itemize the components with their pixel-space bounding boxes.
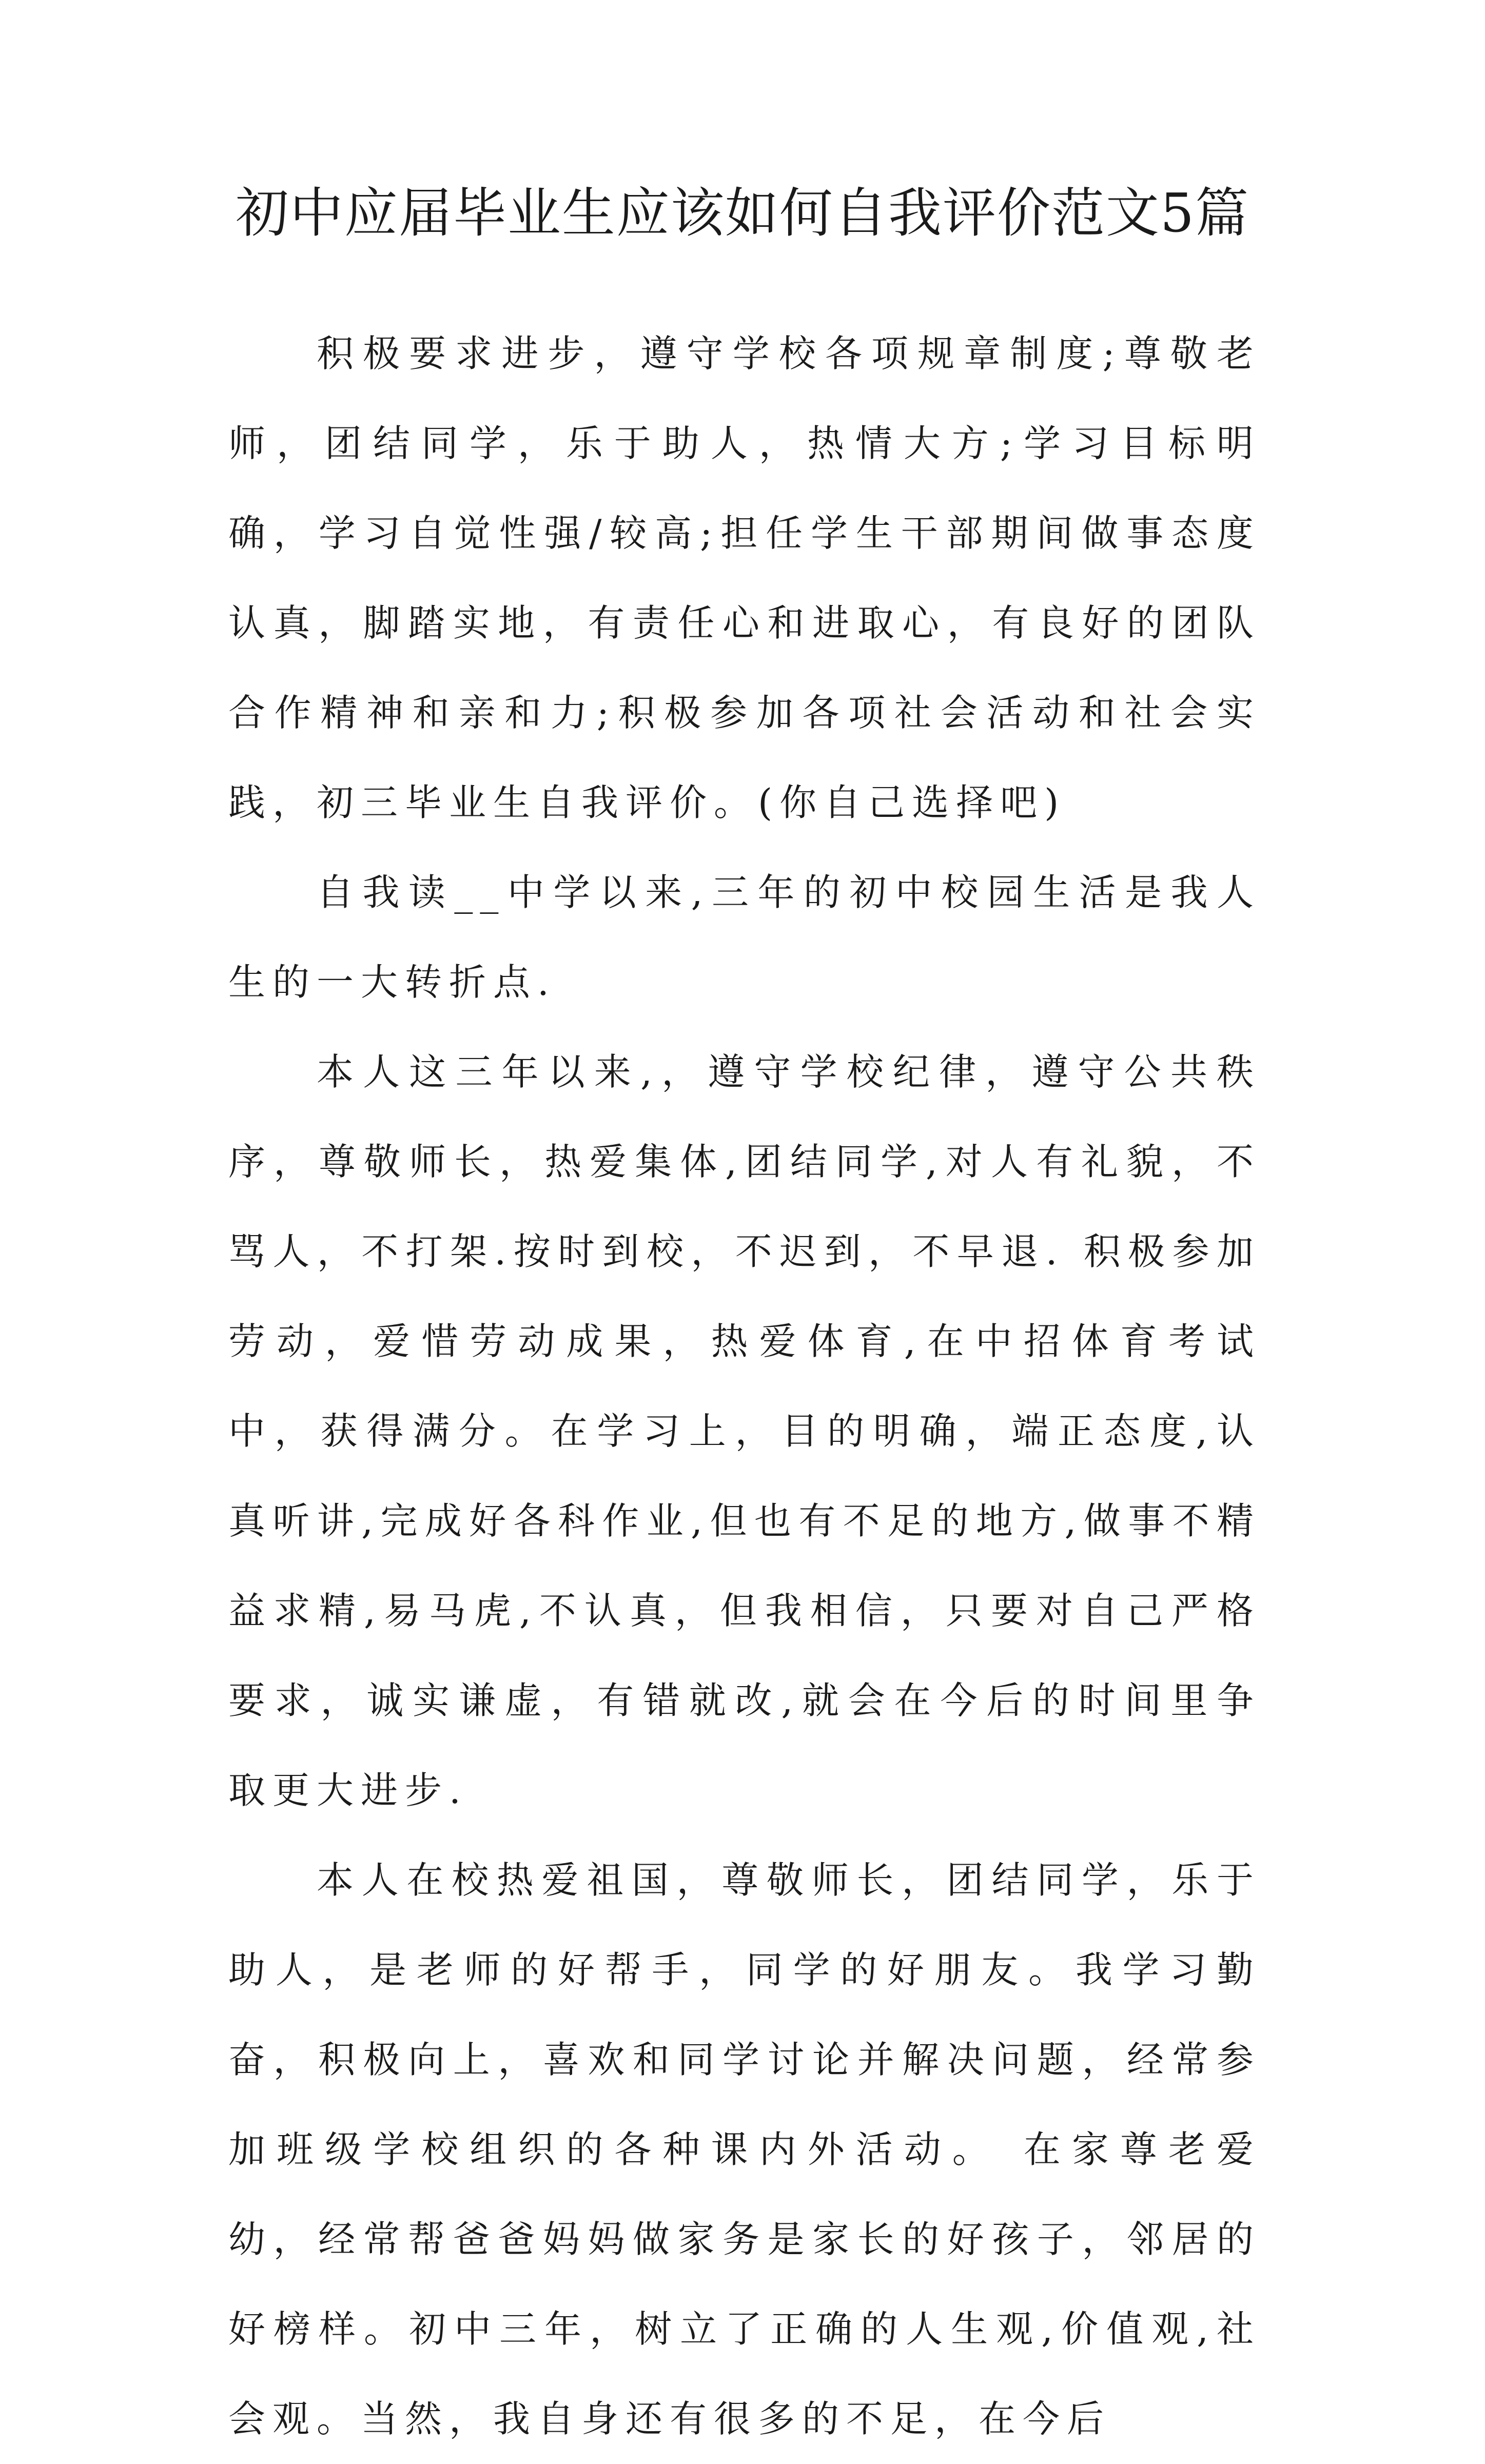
document-title: 初中应届毕业生应该如何自我评价范文5篇 [235,182,1250,244]
paragraph-4: 本人在校热爱祖国，尊敬师长，团结同学，乐于助人，是老师的好帮手，同学的好朋友。我学习勤奋，积极向上，喜欢和同学讨论并解决问题，经常参加班级学校组织的各种课内外活动。 在家尊老爱幼，经常帮爸爸妈妈做家务是家长的好孩子，邻居的好榜样。初中三年，树立了正确的人生观,价值观,社会观。当然，我自身还有很多的不足，在今后 [228,1859,1261,2440]
paragraph-1: 积极要求进步，遵守学校各项规章制度;尊敬老师，团结同学，乐于助人，热情大方;学习目标明确，学习自觉性强/较高;担任学生干部期间做事态度认真，脚踏实地，有责任心和进取心，有良好的团队合作精神和亲和力;积极参加各项社会活动和社会实践，初三毕业生自我评价。(你自己选择吧) [228,332,1261,824]
paragraph-2: 自我读__中学以来,三年的初中校园生活是我人生的一大转折点. [228,871,1261,1004]
paragraph-3: 本人这三年以来,，遵守学校纪律，遵守公共秩序，尊敬师长，热爱集体,团结同学,对人有礼貌，不骂人，不打架.按时到校，不迟到，不早退. 积极参加劳动，爱惜劳动成果，热爱体育,在中招体育考试中，获得满分。在学习上，目的明确，端正态度,认真听讲,完成好各科作业,但也有不足的地方,做事不精益求精,易马虎,不认真，但我相信，只要对自己严格要求，诚实谦虚，有错就改,就会在今后的时间里争取更大进步. [228,1050,1261,1812]
document-body [228,309,1261,2464]
